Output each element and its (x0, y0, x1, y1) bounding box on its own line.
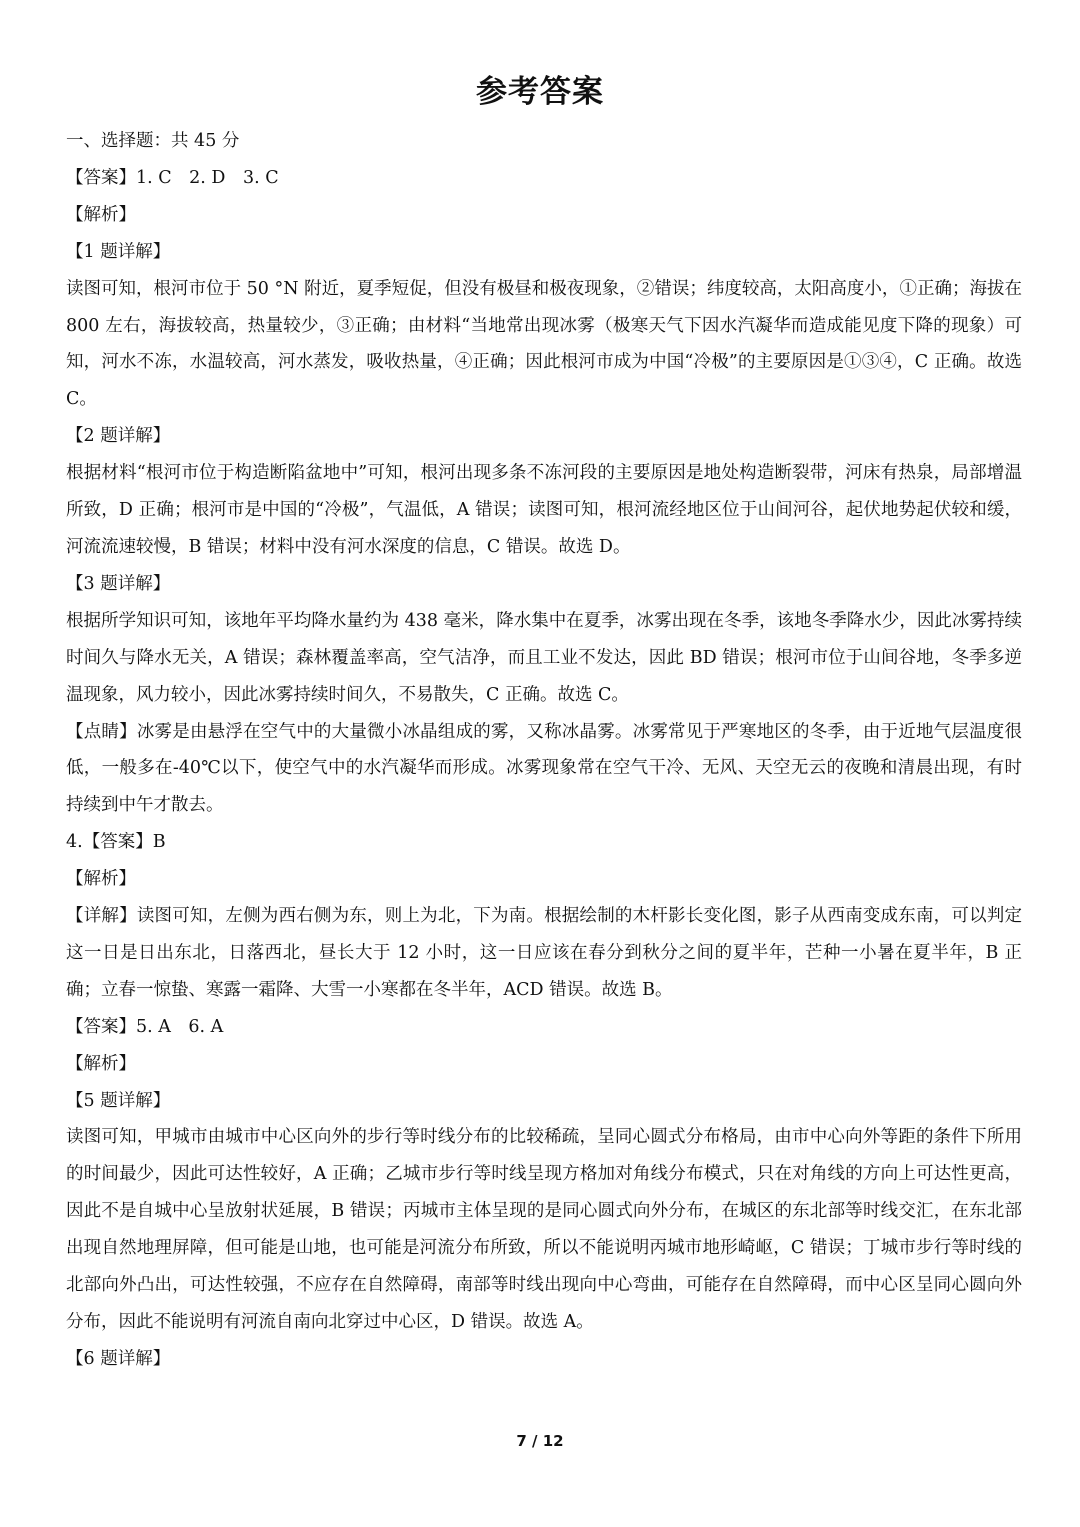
detail-text: 【详解】读图可知，左侧为西右侧为东，则上为北，下为南。根据绘制的木杆影长变化图，影子从西南变成东南，可以判定这一日是日出东北，日落西北，昼长大于 12 小时，这一日应该在春分到秋分之间的夏半年，芒种一小暑在夏半年，B 正确；立春一惊蛰、寒露一霜降、大雪一小寒都在冬半年，ACD 错误。故选 B。 (66, 906, 1022, 1000)
detail-heading: 【3 题详解】 (66, 573, 171, 594)
answer-line: 【答案】5. A 6. A (66, 1016, 224, 1037)
detail-text: 读图可知，根河市位于 50 °N 附近，夏季短促，但没有极昼和极夜现象，②错误；纬度较高，太阳高度小，①正确；海拔在 800 左右，海拔较高，热量较少，③正确；由材料“当地常出现冰雾（极寒天气下因水汽凝华而造成能见度下降的现象）可知，河水不冻，水温较高，河水蒸发，吸收热量，④正确；因此根河市成为中国“冷极”的主要原因是①③④，C 正确。故选 C。 (66, 278, 1022, 410)
section-heading: 一、选择题：共 45 分 (66, 131, 240, 151)
detail-heading: 【1 题详解】 (66, 241, 171, 262)
tip-text: 【点睛】冰雾是由悬浮在空气中的大量微小冰晶组成的雾，又称冰晶雾。冰雾常见于严寒地区的冬季，由于近地气层温度很低，一般多在-40℃以下，使空气中的水汽凝华而形成。冰雾现象常在空气干冷、无风、天空无云的夜晚和清晨出现，有时持续到中午才散去。 (66, 721, 1022, 816)
answer-content (66, 123, 1022, 1378)
detail-text: 根据所学知识可知，该地年平均降水量约为 438 毫米，降水集中在夏季，冰雾出现在冬季，该地冬季降水少，因此冰雾持续时间久与降水无关，A 错误；森林覆盖率高，空气洁净，而且工业不发达，因此 BD 错误；根河市位于山间谷地，冬季多逆温现象，风力较小，因此冰雾持续时间久，不易散失，C 正确。故选 C。 (66, 610, 1022, 705)
answer-line: 【答案】1. C 2. D 3. C (66, 167, 279, 188)
detail-text: 读图可知，甲城市由城市中心区向外的步行等时线分布的比较稀疏，呈同心圆式分布格局，由市中心向外等距的条件下所用的时间最少，因此可达性较好，A 正确；乙城市步行等时线呈现方格加对角线分布模式，只在对角线的方向上可达性更高，因此不是自城中心呈放射状延展，B 错误；丙城市主体呈现的是同心圆式向外分布，在城区的东北部等时线交汇，在东北部出现自然地理屏障，但可能是山地，也可能是河流分布所致，所以不能说明丙城市地形崎岖，C 错误；丁城市步行等时线的北部向外凸出，可达性较强，不应存在自然障碍，南部等时线出现向中心弯曲，可能存在自然障碍，而中心区呈同心圆向外分布，因此不能说明有河流自南向北穿过中心区，D 错误。故选 A。 (66, 1127, 1022, 1332)
analysis-heading: 【解析】 (66, 1053, 136, 1074)
answer-line: 4.【答案】B (66, 832, 166, 853)
page-number: 7 / 12 (516, 1432, 564, 1450)
analysis-heading: 【解析】 (66, 869, 136, 890)
detail-heading: 【2 题详解】 (66, 426, 171, 447)
detail-heading: 【5 题详解】 (66, 1090, 171, 1111)
page-title: 参考答案 (476, 74, 604, 110)
analysis-heading: 【解析】 (66, 204, 136, 225)
detail-text: 根据材料“根河市位于构造断陷盆地中”可知，根河出现多条不冻河段的主要原因是地处构造断裂带，河床有热泉，局部增温所致，D 正确；根河市是中国的“冷极”，气温低，A 错误；读图可知，根河流经地区位于山间河谷，起伏地势起伏较和缓，河流流速较慢，B 错误；材料中没有河水深度的信息，C 错误。故选 D。 (66, 463, 1022, 557)
detail-heading: 【6 题详解】 (66, 1348, 171, 1369)
